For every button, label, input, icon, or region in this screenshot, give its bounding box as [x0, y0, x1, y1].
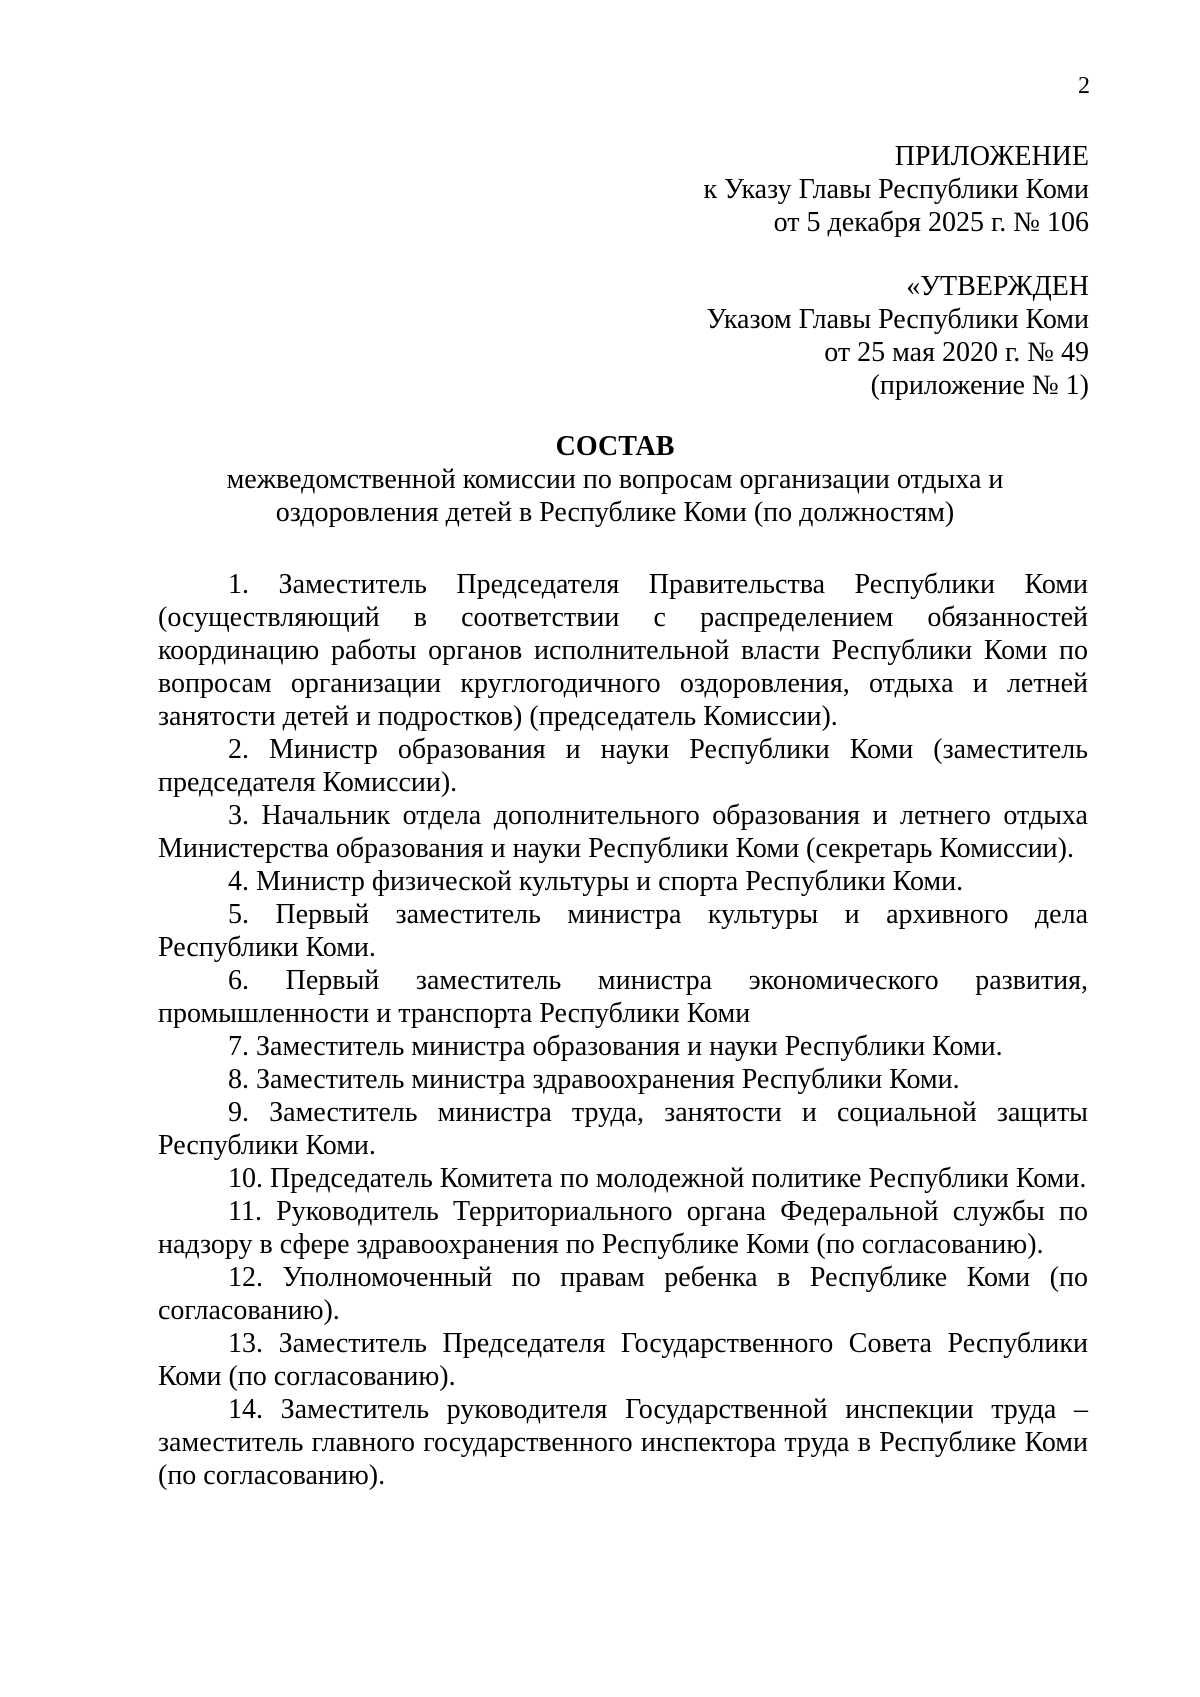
- list-item: 11. Руководитель Территориального органа Федеральной службы по надзору в сфере здравоохранения по Республике Коми (по согласованию).: [158, 1196, 1088, 1260]
- list-item: 9. Заместитель министра труда, занятости и социальной защиты Республики Коми.: [158, 1097, 1088, 1161]
- approved-decree-ref: Указом Главы Республики Коми: [706, 304, 1089, 335]
- subtitle-line: оздоровления детей в Республике Коми (по должностям): [275, 497, 955, 528]
- appendix-decree-date: от 5 декабря 2025 г. № 106: [773, 207, 1089, 238]
- list-item: 4. Министр физической культуры и спорта Республики Коми.: [228, 866, 964, 897]
- document-heading: [150, 430, 1080, 529]
- document-subtitle: [150, 463, 1080, 529]
- list-item: 10. Председатель Комитета по молодежной политике Республики Коми.: [228, 1163, 1087, 1194]
- appendix-decree-ref: к Указу Главы Республики Коми: [703, 174, 1089, 205]
- subtitle-line: межведомственной комиссии по вопросам организации отдыха и: [226, 464, 1004, 495]
- list-item: 14. Заместитель руководителя Государственной инспекции труда – заместитель главного государственного инспектора труда в Республике Коми (по согласованию).: [158, 1394, 1088, 1491]
- list-item: 8. Заместитель министра здравоохранения Республики Коми.: [228, 1064, 960, 1095]
- list-item: 13. Заместитель Председателя Государственного Совета Республики Коми (по согласованию).: [158, 1328, 1088, 1392]
- approved-title: «УТВЕРЖДЕН: [906, 271, 1089, 302]
- appendix-title: ПРИЛОЖЕНИЕ: [894, 141, 1089, 172]
- appendix-header: [704, 140, 1089, 239]
- document-title: СОСТАВ: [555, 431, 675, 462]
- approved-decree-date: от 25 мая 2020 г. № 49: [824, 337, 1089, 368]
- list-item: 12. Уполномоченный по правам ребенка в Республике Коми (по согласованию).: [158, 1262, 1088, 1326]
- commission-members-list: [158, 568, 1088, 1492]
- page-number: 2: [1078, 73, 1090, 99]
- list-item: 2. Министр образования и науки Республики Коми (заместитель председателя Комиссии).: [158, 734, 1088, 798]
- approved-appendix-number: (приложение № 1): [870, 370, 1089, 401]
- approved-stamp: [707, 270, 1089, 402]
- list-item: 3. Начальник отдела дополнительного образования и летнего отдыха Министерства образования и науки Республики Коми (секретарь Комиссии).: [158, 800, 1088, 864]
- list-item: 7. Заместитель министра образования и науки Республики Коми.: [228, 1031, 1003, 1062]
- list-item: 5. Первый заместитель министра культуры и архивного дела Республики Коми.: [158, 899, 1088, 963]
- list-item: 1. Заместитель Председателя Правительства Республики Коми (осуществляющий в соответствии с распределением обязанностей координацию работы органов исполнительной власти Республики Коми по вопросам организации круглогодичного оздоровления, отдыха и летней занятости детей и подростков) (председатель Комиссии).: [158, 569, 1088, 732]
- list-item: 6. Первый заместитель министра экономического развития, промышленности и транспорта Республики Коми: [158, 965, 1088, 1029]
